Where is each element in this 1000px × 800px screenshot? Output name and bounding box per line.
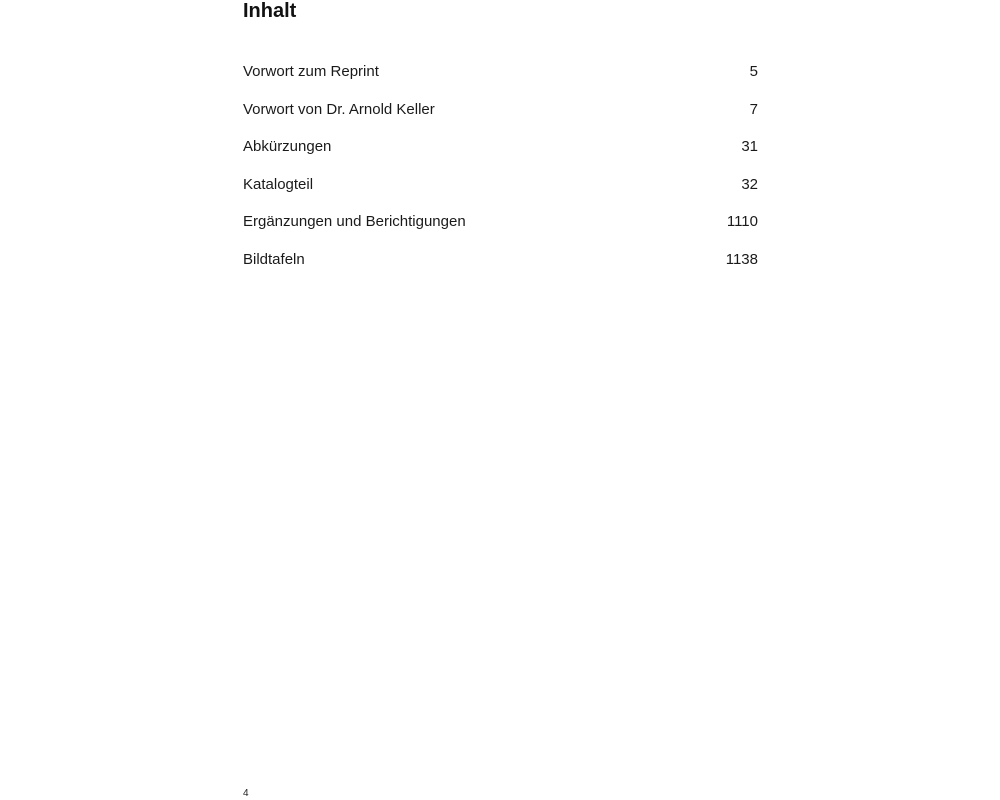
toc-entry-page: 32: [741, 175, 758, 193]
page-number: 4: [243, 788, 249, 799]
toc-entry-vorwort-keller: [243, 98, 758, 136]
toc-entry-vorwort-reprint: [243, 60, 758, 98]
toc-entry-katalogteil: [243, 173, 758, 211]
toc-entry-abkuerzungen: [243, 135, 758, 173]
toc-entry-title: Bildtafeln: [243, 250, 305, 268]
toc-entry-title: Abkürzungen: [243, 138, 332, 155]
toc-entry-title: Ergänzungen und Berichtigungen: [243, 213, 466, 230]
toc-entry-page: 1110: [726, 213, 758, 230]
toc-entry-title: Vorwort zum Reprint: [243, 63, 379, 80]
toc-entry-page: 5: [749, 63, 758, 80]
toc-entry-page: 7: [749, 100, 758, 118]
toc-entry-title: Vorwort von Dr. Arnold Keller: [243, 100, 435, 118]
toc-entry-title: Katalogteil: [243, 175, 314, 193]
toc-entry-ergaenzungen: [243, 210, 758, 248]
toc-entry-page: 1138: [725, 250, 758, 268]
toc-entry-bildtafeln: [243, 248, 758, 286]
toc-entry-page: 31: [741, 138, 758, 155]
page-title: Inhalt: [243, 0, 297, 22]
table-of-contents: [243, 60, 758, 285]
